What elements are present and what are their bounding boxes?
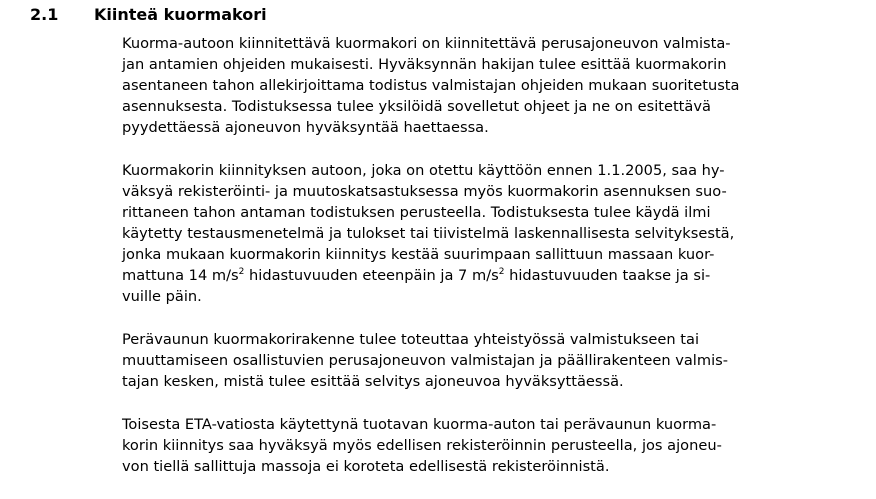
text-line: rittaneen tahon antaman todistuksen perusteella. Todistuksesta tulee käydä ilmi: [122, 204, 711, 221]
text-line: käytetty testausmenetelmä ja tulokset tai tiivistelmä laskennallisesta selvityksestä,: [122, 225, 735, 242]
paragraph-1: [122, 33, 862, 138]
text-line: tajan kesken, mistä tulee esittää selvitys ajoneuvoa hyväksyttäessä.: [122, 373, 624, 390]
text-line: Toisesta ETA-vatiosta käytettynä tuotavan kuorma-auton tai perävaunun kuorma-: [122, 416, 717, 433]
text-line: väksyä rekisteröinti- ja muutoskatsastuksessa myös kuormakorin asennuksen suo-: [122, 183, 727, 200]
text-line: pyydettäessä ajoneuvon hyväksyntää haettaessa.: [122, 119, 489, 136]
superscript: 2: [238, 267, 245, 278]
text-segment: mattuna 14 m/s: [122, 267, 239, 284]
text-line: asentaneen tahon allekirjoittama todistus valmistajan ohjeiden mukaan suoritetusta: [122, 77, 740, 94]
text-line: korin kiinnitys saa hyväksyä myös edellisen rekisteröinnin perusteella, jos ajoneu-: [122, 437, 722, 454]
text-line: vuille päin.: [122, 288, 202, 305]
text-line: Perävaunun kuormakorirakenne tulee toteuttaa yhteistyössä valmistukseen tai: [122, 331, 699, 348]
section-number: 2.1: [30, 5, 59, 24]
text-line-with-superscripts: [122, 265, 862, 286]
text-line: von tiellä sallittuja massoja ei koroteta edellisestä rekisteröinnistä.: [122, 458, 610, 475]
superscript: 2: [498, 267, 505, 278]
text-line: Kuormakorin kiinnityksen autoon, joka on otettu käyttöön ennen 1.1.2005, saa hy-: [122, 162, 725, 179]
section-body: [122, 33, 862, 499]
text-segment: hidastuvuuden taakse ja si-: [504, 267, 711, 284]
text-line: asennuksesta. Todistuksessa tulee yksilöidä sovelletut ohjeet ja ne on esitettävä: [122, 98, 711, 115]
text-line: muuttamiseen osallistuvien perusajoneuvon valmistajan ja päällirakenteen valmis-: [122, 352, 728, 369]
section-title: Kiinteä kuormakori: [94, 5, 267, 24]
text-line: jonka mukaan kuormakorin kiinnitys kestää suurimpaan sallittuun massaan kuor-: [122, 246, 715, 263]
text-segment: hidastuvuuden eteenpäin ja 7 m/s: [244, 267, 499, 284]
text-line: Kuorma-autoon kiinnitettävä kuormakori on kiinnitettävä perusajoneuvon valmista-: [122, 35, 731, 52]
paragraph-2: [122, 160, 862, 307]
section-heading: [0, 4, 876, 26]
paragraph-4: [122, 414, 862, 477]
paragraph-3: [122, 329, 862, 392]
text-line: jan antamien ohjeiden mukaisesti. Hyväksynnän hakijan tulee esittää kuormakorin: [122, 56, 727, 73]
